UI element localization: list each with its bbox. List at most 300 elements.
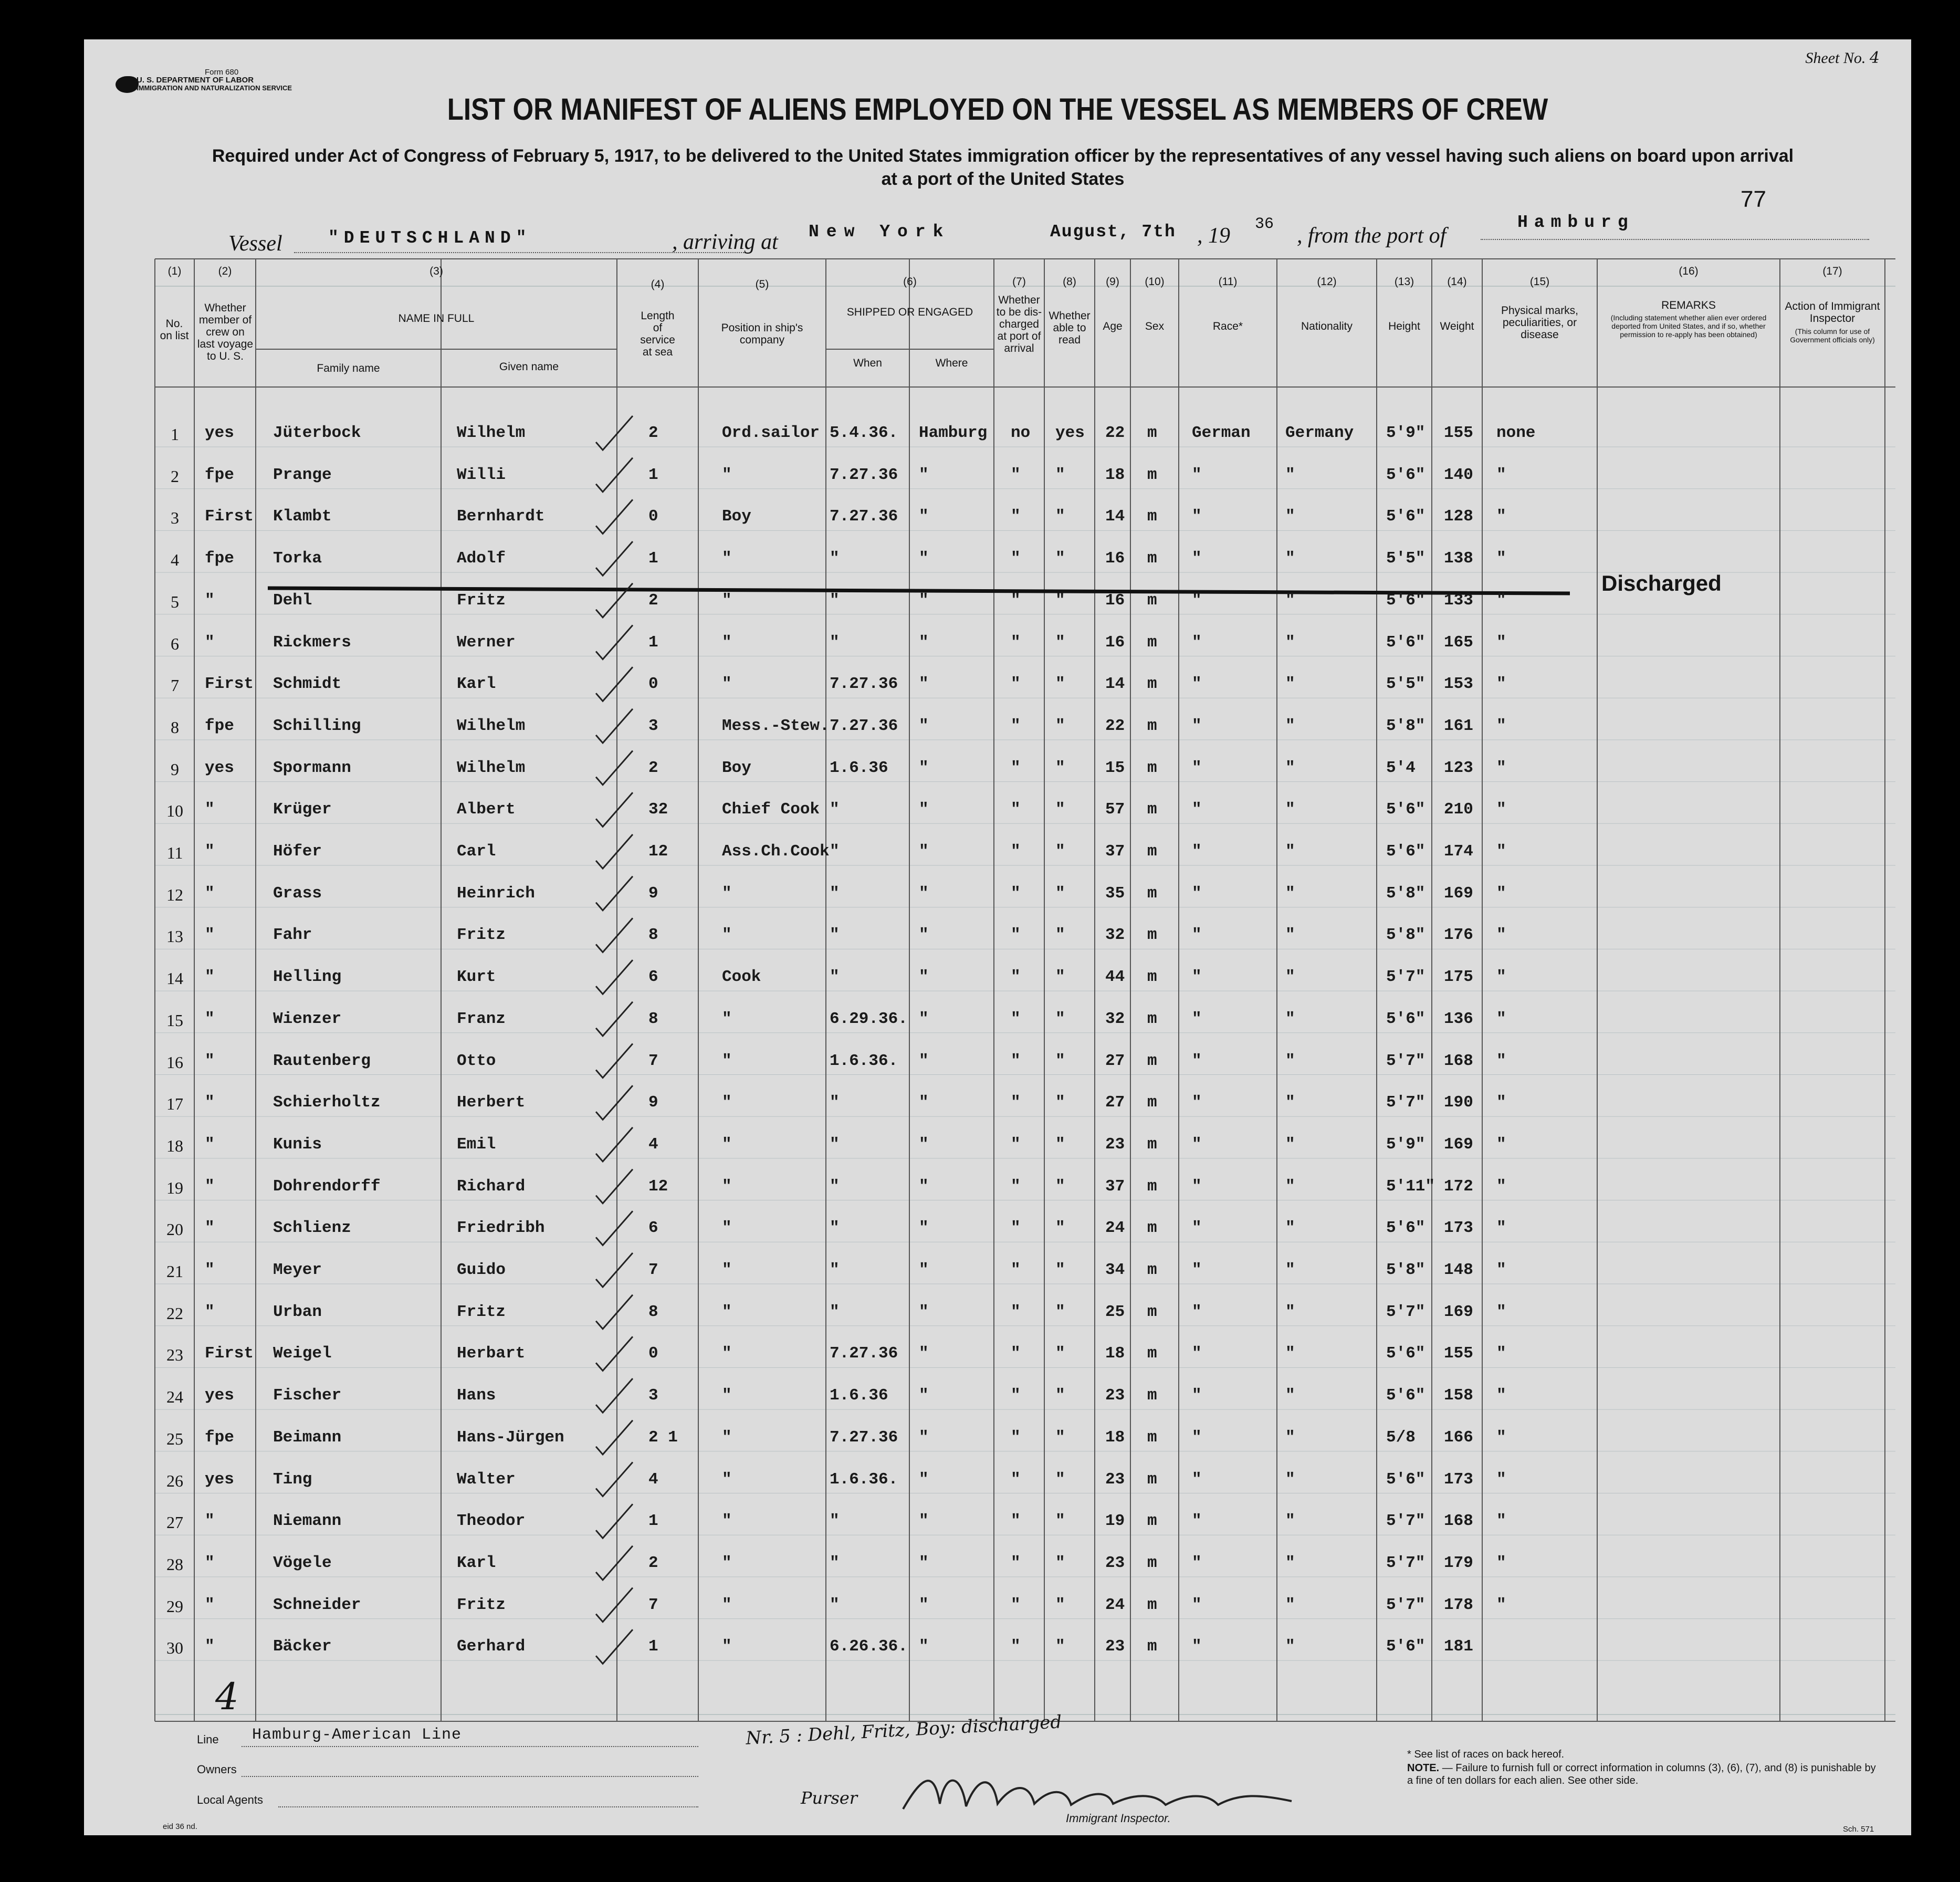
- given-name-cell: Wilhelm: [457, 424, 526, 442]
- row-number-cell: 27: [166, 1513, 183, 1532]
- nationality-cell: ": [1285, 884, 1295, 903]
- service-length-cell: 6: [648, 1219, 658, 1238]
- weight-cell: 210: [1444, 800, 1473, 819]
- shipped-where-cell: Hamburg: [919, 424, 988, 442]
- family-name-cell: Krüger: [273, 800, 332, 819]
- weight-cell: 168: [1444, 1051, 1473, 1070]
- discharged-cell: ": [1011, 1470, 1021, 1489]
- col8-num: (8): [1063, 276, 1076, 288]
- service-length-cell: 12: [648, 842, 668, 861]
- shipped-when-cell: ": [830, 1093, 840, 1112]
- physical-marks-cell: ": [1496, 1595, 1506, 1614]
- last-voyage-cell: ": [205, 1135, 215, 1154]
- able-to-read-cell: ": [1055, 1344, 1065, 1363]
- position-cell: ": [722, 1135, 732, 1154]
- able-to-read-cell: ": [1055, 1302, 1065, 1321]
- position-cell: Ord.sailor: [722, 424, 820, 442]
- col17-head: Action of Immigrant Inspector: [1785, 300, 1880, 325]
- given-name-cell: Willi: [457, 465, 506, 484]
- last-voyage-cell: yes: [205, 1470, 234, 1489]
- age-cell: 34: [1105, 1261, 1125, 1279]
- family-name-cell: Beimann: [273, 1428, 342, 1447]
- discharged-cell: ": [1011, 591, 1021, 610]
- department-name: U. S. DEPARTMENT OF LABOR: [137, 76, 254, 85]
- sex-cell: m: [1147, 1302, 1157, 1321]
- shipped-when-cell: ": [830, 926, 840, 945]
- given-name-cell: Hans-Jürgen: [457, 1428, 564, 1447]
- given-name-cell: Otto: [457, 1051, 496, 1070]
- shipped-when-cell: ": [830, 1302, 840, 1321]
- weight-cell: 165: [1444, 633, 1473, 652]
- col6b-head: Where: [935, 357, 968, 369]
- age-cell: 27: [1105, 1051, 1125, 1070]
- shipped-when-cell: 6.26.36.: [830, 1637, 908, 1656]
- row-number-cell: 9: [171, 759, 179, 779]
- sex-cell: m: [1147, 968, 1157, 987]
- tick-mark: [596, 1253, 633, 1287]
- weight-cell: 136: [1444, 1009, 1473, 1028]
- height-cell: 5'8": [1386, 716, 1426, 735]
- tick-mark: [596, 1588, 633, 1622]
- col17-subhead: (This column for use of Government officials only): [1790, 327, 1875, 344]
- able-to-read-cell: ": [1055, 549, 1065, 568]
- tick-mark: [596, 1085, 633, 1120]
- last-voyage-cell: ": [205, 633, 215, 652]
- row-number-cell: 22: [166, 1303, 183, 1323]
- position-cell: ": [722, 675, 732, 694]
- able-to-read-cell: ": [1055, 1051, 1065, 1070]
- physical-marks-cell: ": [1496, 1512, 1506, 1531]
- discharged-cell: ": [1011, 633, 1021, 652]
- discharged-cell: ": [1011, 1135, 1021, 1154]
- sex-cell: m: [1147, 1344, 1157, 1363]
- family-name-cell: Urban: [273, 1302, 322, 1321]
- age-cell: 44: [1105, 968, 1125, 987]
- col10-num: (10): [1145, 276, 1165, 288]
- able-to-read-cell: ": [1055, 633, 1065, 652]
- nationality-cell: ": [1285, 716, 1295, 735]
- age-cell: 18: [1105, 465, 1125, 484]
- vessel-label: Vessel: [228, 232, 282, 256]
- nationality-cell: ": [1285, 968, 1295, 987]
- sex-cell: m: [1147, 758, 1157, 777]
- shipped-when-cell: ": [830, 968, 840, 987]
- age-cell: 16: [1105, 549, 1125, 568]
- from-port-label: , from the port of: [1297, 224, 1447, 248]
- last-voyage-cell: ": [205, 1553, 215, 1572]
- last-voyage-cell: fpe: [205, 465, 234, 484]
- weight-cell: 175: [1444, 968, 1473, 987]
- races-note: * See list of races on back hereof.: [1407, 1749, 1565, 1760]
- able-to-read-cell: yes: [1055, 424, 1085, 442]
- shipped-where-cell: ": [919, 1428, 929, 1447]
- discharged-cell: ": [1011, 1219, 1021, 1238]
- tick-mark: [596, 1169, 633, 1204]
- subtitle-line-2: at a port of the United States: [881, 169, 1125, 189]
- discharged-cell: ": [1011, 1051, 1021, 1070]
- nationality-cell: ": [1285, 1553, 1295, 1572]
- last-voyage-cell: fpe: [205, 1428, 234, 1447]
- family-name-cell: Helling: [273, 968, 342, 987]
- given-name-cell: Herbert: [457, 1093, 526, 1112]
- tick-mark: [596, 876, 633, 911]
- able-to-read-cell: ": [1055, 1135, 1065, 1154]
- row-number-cell: 18: [166, 1136, 183, 1155]
- given-name-cell: Walter: [457, 1470, 516, 1489]
- discharged-cell: ": [1011, 1177, 1021, 1196]
- tick-mark: [596, 667, 633, 701]
- nationality-cell: ": [1285, 1595, 1295, 1614]
- physical-marks-cell: ": [1496, 465, 1506, 484]
- able-to-read-cell: ": [1055, 884, 1065, 903]
- weight-cell: 176: [1444, 926, 1473, 945]
- from-port: Hamburg: [1517, 213, 1634, 232]
- age-cell: 23: [1105, 1386, 1125, 1405]
- shipped-when-cell: ": [830, 1177, 840, 1196]
- nationality-cell: ": [1285, 1135, 1295, 1154]
- able-to-read-cell: ": [1055, 1428, 1065, 1447]
- nationality-cell: ": [1285, 1219, 1295, 1238]
- age-cell: 27: [1105, 1093, 1125, 1112]
- sheet-label: Sheet No.: [1805, 49, 1866, 67]
- race-cell: ": [1192, 1428, 1202, 1447]
- row-number-cell: 2: [171, 466, 179, 486]
- weight-cell: 169: [1444, 1135, 1473, 1154]
- sex-cell: m: [1147, 1595, 1157, 1614]
- physical-marks-cell: ": [1496, 842, 1506, 861]
- discharged-cell: ": [1011, 1512, 1021, 1531]
- height-cell: 5'6": [1386, 465, 1426, 484]
- sex-cell: m: [1147, 507, 1157, 526]
- family-name-cell: Rickmers: [273, 633, 351, 652]
- able-to-read-cell: ": [1055, 1093, 1065, 1112]
- discharged-cell: ": [1011, 1344, 1021, 1363]
- height-cell: 5'7": [1386, 1302, 1426, 1321]
- col13-num: (13): [1394, 276, 1414, 288]
- shipped-when-cell: ": [830, 1135, 840, 1154]
- shipped-when-cell: 1.6.36.: [830, 1470, 898, 1489]
- position-cell: ": [722, 1177, 732, 1196]
- race-cell: ": [1192, 507, 1202, 526]
- discharged-cell: ": [1011, 675, 1021, 694]
- last-voyage-cell: ": [205, 1595, 215, 1614]
- able-to-read-cell: ": [1055, 1386, 1065, 1405]
- given-name-cell: Karl: [457, 1553, 496, 1572]
- weight-cell: 169: [1444, 1302, 1473, 1321]
- physical-marks-cell: ": [1496, 1009, 1506, 1028]
- physical-marks-cell: ": [1496, 633, 1506, 652]
- col15-num: (15): [1529, 276, 1550, 288]
- shipped-when-cell: 1.6.36.: [830, 1051, 898, 1070]
- row-number-cell: 24: [166, 1387, 183, 1407]
- given-name-cell: Karl: [457, 675, 496, 694]
- manifest-title: LIST OR MANIFEST OF ALIENS EMPLOYED ON THE VESSEL AS MEMBERS OF CREW: [447, 92, 1548, 127]
- shipped-when-cell: ": [830, 1219, 840, 1238]
- weight-cell: 155: [1444, 1344, 1473, 1363]
- weight-cell: 190: [1444, 1093, 1473, 1112]
- service-length-cell: 1: [648, 549, 658, 568]
- col11-num: (11): [1218, 276, 1238, 288]
- age-cell: 15: [1105, 758, 1125, 777]
- position-cell: ": [722, 1428, 732, 1447]
- last-voyage-cell: ": [205, 968, 215, 987]
- age-cell: 22: [1105, 424, 1125, 442]
- age-cell: 23: [1105, 1553, 1125, 1572]
- shipped-where-cell: ": [919, 1093, 929, 1112]
- shipped-where-cell: ": [919, 507, 929, 526]
- family-name-cell: Niemann: [273, 1512, 342, 1531]
- arriving-port: New York: [809, 222, 951, 242]
- given-name-cell: Fritz: [457, 1302, 506, 1321]
- tick-mark: [596, 416, 633, 450]
- shipped-where-cell: ": [919, 1512, 929, 1531]
- weight-cell: 128: [1444, 507, 1473, 526]
- age-cell: 23: [1105, 1637, 1125, 1656]
- weight-cell: 166: [1444, 1428, 1473, 1447]
- arriving-label: , arriving at: [672, 230, 778, 254]
- nationality-cell: ": [1285, 1344, 1295, 1363]
- col6-num: (6): [903, 276, 917, 288]
- last-voyage-cell: ": [205, 1261, 215, 1279]
- height-cell: 5'6": [1386, 1009, 1426, 1028]
- given-name-cell: Gerhard: [457, 1637, 526, 1656]
- given-name-cell: Fritz: [457, 1595, 506, 1614]
- shipped-when-cell: ": [830, 842, 840, 861]
- height-cell: 5'6": [1386, 1637, 1426, 1656]
- service-length-cell: 8: [648, 1009, 658, 1028]
- race-cell: ": [1192, 716, 1202, 735]
- shipped-where-cell: ": [919, 842, 929, 861]
- family-name-cell: Prange: [273, 465, 332, 484]
- shipped-where-cell: ": [919, 1135, 929, 1154]
- able-to-read-cell: ": [1055, 591, 1065, 610]
- col5-head: Position in ship's company: [721, 322, 803, 346]
- physical-marks-cell: ": [1496, 507, 1506, 526]
- col9-num: (9): [1106, 276, 1119, 288]
- physical-marks-cell: none: [1496, 424, 1536, 442]
- able-to-read-cell: ": [1055, 758, 1065, 777]
- height-cell: 5'7": [1386, 968, 1426, 987]
- shipped-where-cell: ": [919, 1595, 929, 1614]
- position-cell: ": [722, 549, 732, 568]
- physical-marks-cell: ": [1496, 1177, 1506, 1196]
- col10-head: Sex: [1145, 320, 1165, 332]
- given-name-cell: Fritz: [457, 591, 506, 610]
- note-label: NOTE.: [1407, 1762, 1440, 1774]
- able-to-read-cell: ": [1055, 675, 1065, 694]
- height-cell: 5'7": [1386, 1051, 1426, 1070]
- shipped-where-cell: ": [919, 1386, 929, 1405]
- given-name-cell: Wilhelm: [457, 758, 526, 777]
- shipped-where-cell: ": [919, 1009, 929, 1028]
- able-to-read-cell: ": [1055, 1177, 1065, 1196]
- col12-num: (12): [1317, 276, 1337, 288]
- physical-marks-cell: ": [1496, 716, 1506, 735]
- service-length-cell: 1: [648, 633, 658, 652]
- service-length-cell: 32: [648, 800, 668, 819]
- vessel-name: "DEUTSCHLAND": [328, 228, 532, 248]
- col4-head: Length of service at sea: [640, 310, 675, 358]
- shipped-where-cell: ": [919, 800, 929, 819]
- last-voyage-cell: ": [205, 1093, 215, 1112]
- nationality-cell: ": [1285, 842, 1295, 861]
- service-length-cell: 7: [648, 1051, 658, 1070]
- height-cell: 5'6": [1386, 633, 1426, 652]
- col13-head: Height: [1388, 320, 1420, 332]
- discharged-cell: ": [1011, 1637, 1021, 1656]
- position-cell: ": [722, 1344, 732, 1363]
- service-length-cell: 8: [648, 926, 658, 945]
- family-name-cell: Weigel: [273, 1344, 332, 1363]
- family-name-cell: Fischer: [273, 1386, 342, 1405]
- tick-mark: [596, 834, 633, 869]
- tick-mark: [596, 1378, 633, 1413]
- age-cell: 24: [1105, 1595, 1125, 1614]
- able-to-read-cell: ": [1055, 1512, 1065, 1531]
- row-number-cell: 12: [166, 885, 183, 904]
- tick-mark: [596, 1462, 633, 1497]
- physical-marks-cell: ": [1496, 1344, 1506, 1363]
- position-cell: ": [722, 1302, 732, 1321]
- sex-cell: m: [1147, 1051, 1157, 1070]
- shipped-when-cell: ": [830, 1595, 840, 1614]
- row-number-cell: 21: [166, 1262, 183, 1281]
- last-voyage-cell: First: [205, 507, 254, 526]
- race-cell: ": [1192, 1344, 1202, 1363]
- service-length-cell: 2 1: [648, 1428, 678, 1447]
- able-to-read-cell: ": [1055, 1470, 1065, 1489]
- age-cell: 23: [1105, 1470, 1125, 1489]
- shipped-when-cell: ": [830, 549, 840, 568]
- tick-mark: [596, 458, 633, 492]
- tick-mark: [596, 1002, 633, 1036]
- age-cell: 16: [1105, 591, 1125, 610]
- service-length-cell: 8: [648, 1302, 658, 1321]
- last-voyage-cell: ": [205, 1302, 215, 1321]
- col4-num: (4): [651, 278, 665, 290]
- discharged-cell: ": [1011, 1386, 1021, 1405]
- discharged-cell: ": [1011, 1093, 1021, 1112]
- col16-subhead: (Including statement whether alien ever ordered deported from United States, and if so, whether permission to re-apply has been obtained): [1610, 313, 1767, 339]
- purser-note: Purser: [801, 1788, 858, 1808]
- shipped-when-cell: ": [830, 1512, 840, 1531]
- physical-marks-cell: ": [1496, 591, 1506, 610]
- age-cell: 22: [1105, 716, 1125, 735]
- weight-cell: 172: [1444, 1177, 1473, 1196]
- position-cell: ": [722, 1553, 732, 1572]
- able-to-read-cell: ": [1055, 465, 1065, 484]
- service-length-cell: 3: [648, 716, 658, 735]
- family-name-cell: Torka: [273, 549, 322, 568]
- col15-head: Physical marks, peculiarities, or disease: [1501, 305, 1579, 341]
- row-number-cell: 6: [171, 634, 179, 653]
- col17-num: (17): [1822, 265, 1842, 277]
- tick-mark: [596, 625, 633, 660]
- age-cell: 16: [1105, 633, 1125, 652]
- race-cell: ": [1192, 884, 1202, 903]
- height-cell: 5'6": [1386, 1219, 1426, 1238]
- given-name-cell: Werner: [457, 633, 516, 652]
- sex-cell: m: [1147, 884, 1157, 903]
- shipped-where-cell: ": [919, 1261, 929, 1279]
- discharged-cell: ": [1011, 1009, 1021, 1028]
- sex-cell: m: [1147, 1093, 1157, 1112]
- row-number-cell: 13: [166, 927, 183, 946]
- age-cell: 19: [1105, 1512, 1125, 1531]
- row-5-remark: Discharged: [1601, 571, 1722, 595]
- weight-cell: 138: [1444, 549, 1473, 568]
- shipped-where-cell: ": [919, 968, 929, 987]
- note-text: — Failure to furnish full or correct information in columns (3), (6), (7), and (8) is punishable by a fine of ten dollars for each alien. See other side.: [1407, 1762, 1876, 1786]
- race-cell: ": [1192, 549, 1202, 568]
- shipped-where-cell: ": [919, 1470, 929, 1489]
- print-code: eid 36 nd.: [163, 1822, 197, 1831]
- col12-head: Nationality: [1301, 320, 1353, 332]
- tick-mark: [596, 918, 633, 952]
- service-length-cell: 2: [648, 591, 658, 610]
- family-name-cell: Dehl: [273, 591, 312, 610]
- line-underline: [242, 1746, 698, 1747]
- col8-head: Whether able to read: [1049, 310, 1091, 346]
- last-voyage-cell: First: [205, 1344, 254, 1363]
- sex-cell: m: [1147, 1009, 1157, 1028]
- col6-head: SHIPPED OR ENGAGED: [846, 306, 973, 318]
- year-suffix: 36: [1255, 215, 1274, 233]
- race-cell: ": [1192, 842, 1202, 861]
- shipped-when-cell: 7.27.36: [830, 675, 898, 694]
- owners-underline: [242, 1776, 698, 1777]
- height-cell: 5'5": [1386, 549, 1426, 568]
- able-to-read-cell: ": [1055, 842, 1065, 861]
- sex-cell: m: [1147, 1135, 1157, 1154]
- age-cell: 18: [1105, 1428, 1125, 1447]
- height-cell: 5'9": [1386, 1135, 1426, 1154]
- tick-mark: [596, 960, 633, 994]
- sex-cell: m: [1147, 926, 1157, 945]
- age-cell: 37: [1105, 842, 1125, 861]
- race-cell: ": [1192, 1302, 1202, 1321]
- weight-cell: 123: [1444, 758, 1473, 777]
- col1-num: (1): [167, 265, 182, 277]
- race-cell: ": [1192, 926, 1202, 945]
- physical-marks-cell: ": [1496, 758, 1506, 777]
- sheet-number-value: 4: [1869, 49, 1880, 67]
- row-number-cell: 15: [166, 1010, 183, 1030]
- shipped-where-cell: ": [919, 1219, 929, 1238]
- position-cell: ": [722, 884, 732, 903]
- weight-cell: 169: [1444, 884, 1473, 903]
- height-cell: 5'8": [1386, 884, 1426, 903]
- height-cell: 5'5": [1386, 675, 1426, 694]
- row-number-cell: 20: [166, 1220, 183, 1239]
- shipped-when-cell: 7.27.36: [830, 507, 898, 526]
- discharged-cell: ": [1011, 842, 1021, 861]
- tick-mark: [596, 541, 633, 576]
- position-cell: ": [722, 1386, 732, 1405]
- tally-mark: 4: [215, 1675, 239, 1718]
- given-name-cell: Wilhelm: [457, 716, 526, 735]
- family-name-cell: Höfer: [273, 842, 322, 861]
- sex-cell: m: [1147, 424, 1157, 442]
- last-voyage-cell: ": [205, 1637, 215, 1656]
- nationality-cell: ": [1285, 1470, 1295, 1489]
- weight-cell: 173: [1444, 1470, 1473, 1489]
- nationality-cell: ": [1285, 465, 1295, 484]
- position-cell: ": [722, 1093, 732, 1112]
- nationality-cell: ": [1285, 591, 1295, 610]
- tick-mark: [596, 1295, 633, 1329]
- last-voyage-cell: ": [205, 800, 215, 819]
